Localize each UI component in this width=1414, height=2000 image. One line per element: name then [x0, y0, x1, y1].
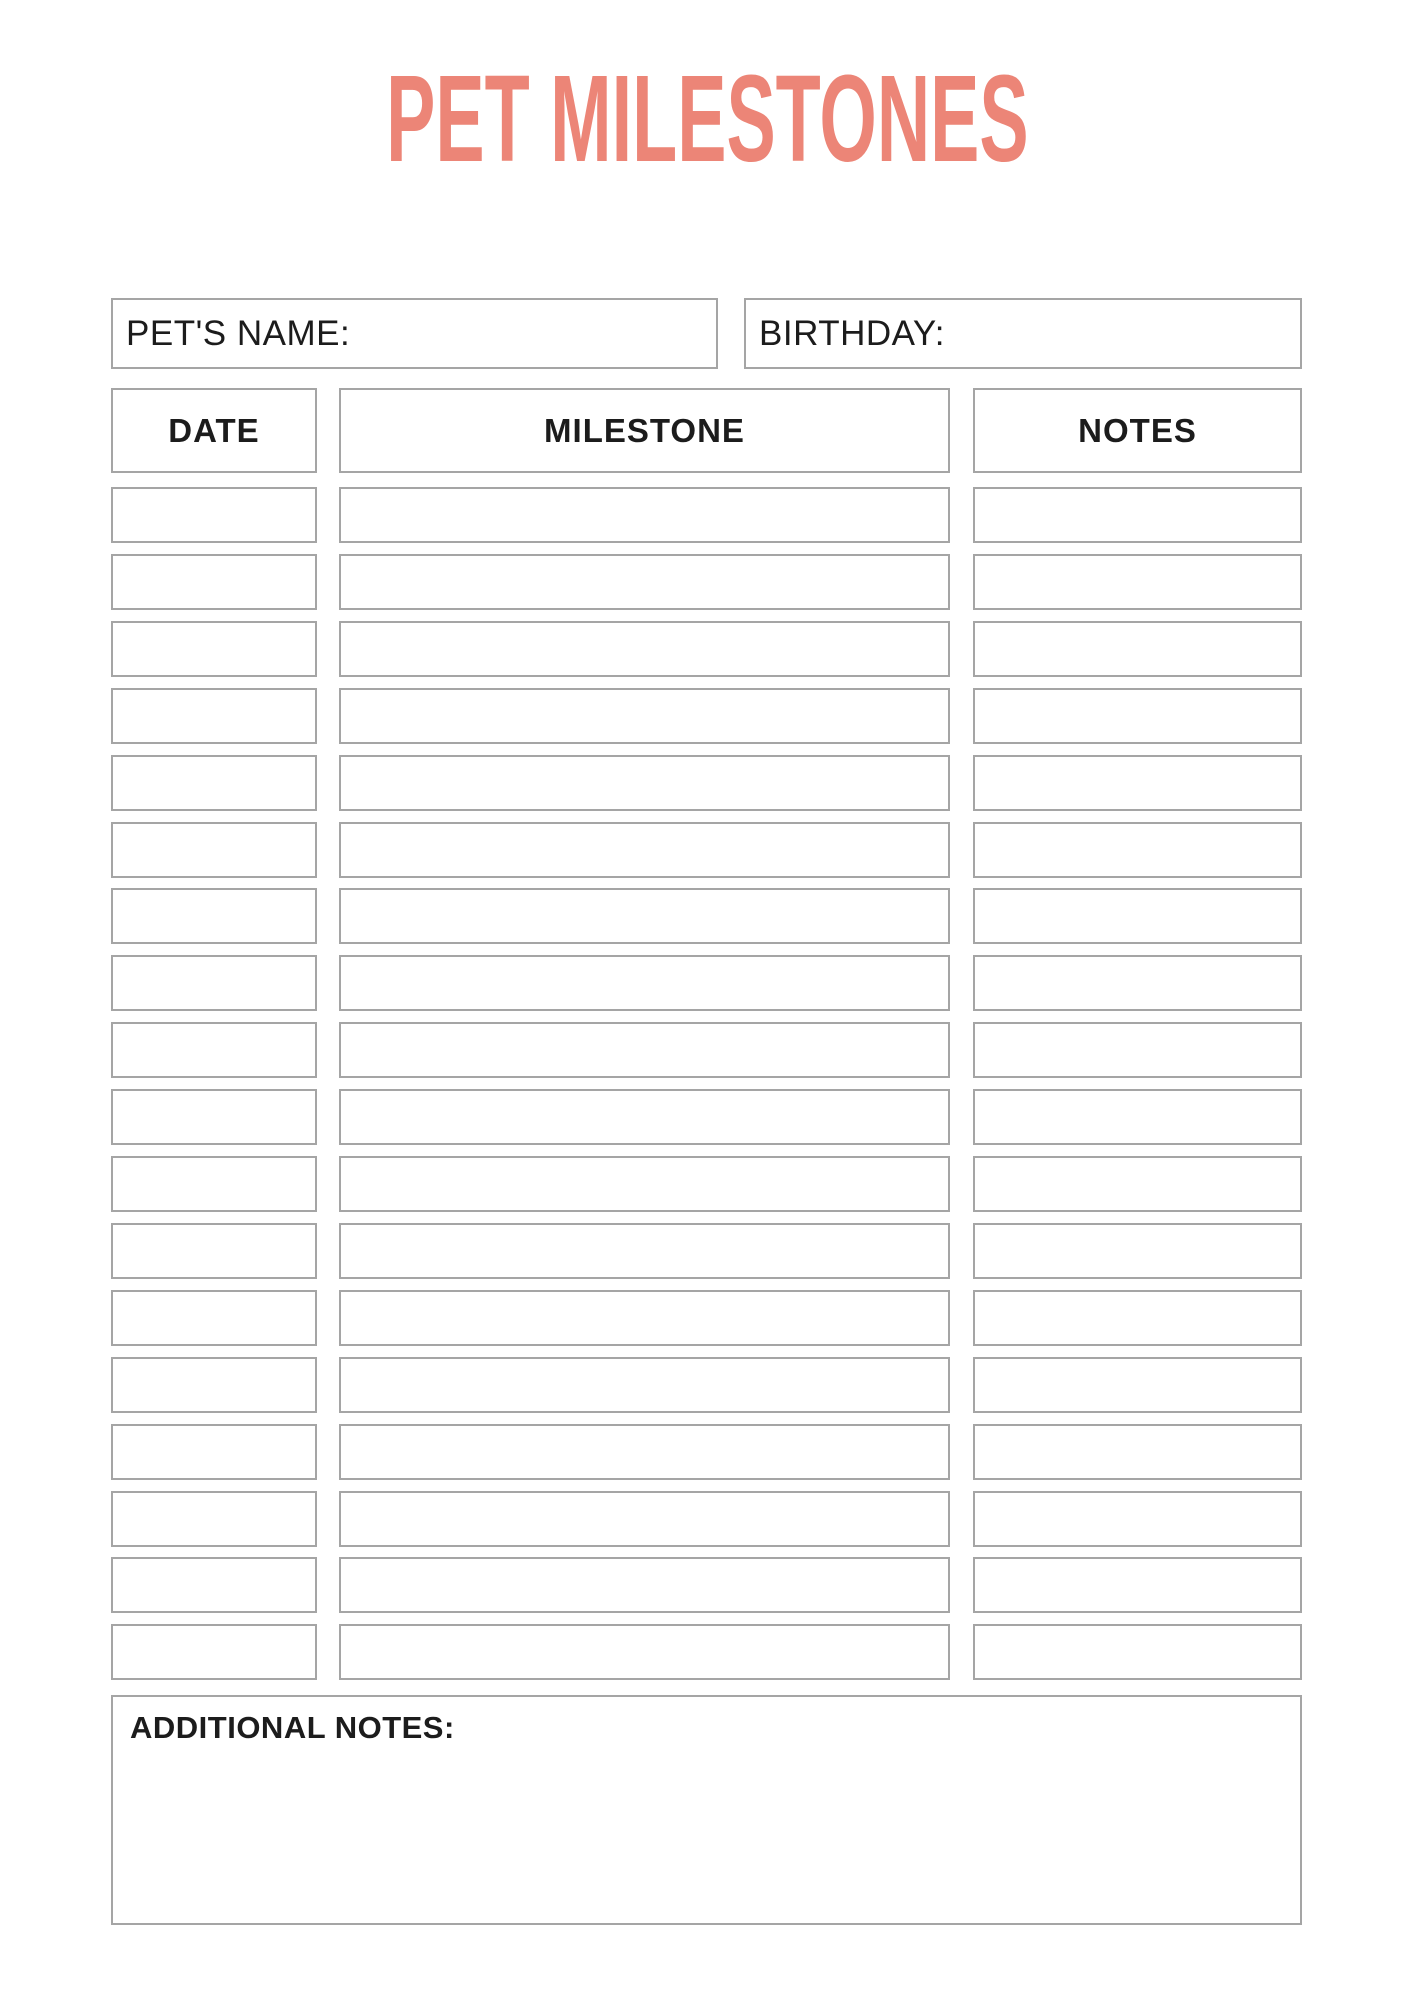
table-cell-milestone-row-9[interactable] — [339, 1022, 950, 1078]
table-cell-notes-row-18[interactable] — [973, 1624, 1302, 1680]
table-header-date — [111, 388, 317, 473]
table-cell-date-row-16[interactable] — [111, 1491, 317, 1547]
table-cell-notes-row-9[interactable] — [973, 1022, 1302, 1078]
table-cell-milestone-row-6[interactable] — [339, 822, 950, 878]
table-cell-notes-row-3[interactable] — [973, 621, 1302, 677]
table-cell-date-row-11[interactable] — [111, 1156, 317, 1212]
table-cell-milestone-row-13[interactable] — [339, 1290, 950, 1346]
table-cell-date-row-3[interactable] — [111, 621, 317, 677]
table-cell-notes-row-7[interactable] — [973, 888, 1302, 944]
table-cell-date-row-14[interactable] — [111, 1357, 317, 1413]
table-cell-date-row-1[interactable] — [111, 487, 317, 543]
table-cell-milestone-row-15[interactable] — [339, 1424, 950, 1480]
table-header-notes-label: NOTES — [1078, 411, 1197, 449]
table-header-notes — [973, 388, 1302, 473]
table-cell-date-row-8[interactable] — [111, 955, 317, 1011]
table-cell-milestone-row-4[interactable] — [339, 688, 950, 744]
table-cell-milestone-row-17[interactable] — [339, 1557, 950, 1613]
table-cell-date-row-5[interactable] — [111, 755, 317, 811]
table-cell-notes-row-16[interactable] — [973, 1491, 1302, 1547]
additional-notes-field[interactable] — [111, 1695, 1302, 1925]
table-cell-notes-row-14[interactable] — [973, 1357, 1302, 1413]
table-cell-milestone-row-8[interactable] — [339, 955, 950, 1011]
table-cell-date-row-4[interactable] — [111, 688, 317, 744]
table-cell-date-row-2[interactable] — [111, 554, 317, 610]
table-cell-notes-row-8[interactable] — [973, 955, 1302, 1011]
table-cell-date-row-17[interactable] — [111, 1557, 317, 1613]
table-cell-date-row-12[interactable] — [111, 1223, 317, 1279]
table-cell-notes-row-4[interactable] — [973, 688, 1302, 744]
table-cell-notes-row-11[interactable] — [973, 1156, 1302, 1212]
table-cell-date-row-15[interactable] — [111, 1424, 317, 1480]
table-cell-date-row-10[interactable] — [111, 1089, 317, 1145]
table-cell-notes-row-2[interactable] — [973, 554, 1302, 610]
table-cell-notes-row-6[interactable] — [973, 822, 1302, 878]
table-cell-notes-row-15[interactable] — [973, 1424, 1302, 1480]
pet-name-label: PET'S NAME: — [126, 313, 351, 353]
table-cell-milestone-row-1[interactable] — [339, 487, 950, 543]
table-cell-notes-row-17[interactable] — [973, 1557, 1302, 1613]
additional-notes-label: ADDITIONAL NOTES: — [130, 1710, 455, 1745]
pet-name-field[interactable] — [111, 298, 718, 369]
page-title — [0, 51, 1414, 188]
table-cell-milestone-row-7[interactable] — [339, 888, 950, 944]
table-cell-date-row-9[interactable] — [111, 1022, 317, 1078]
birthday-label: BIRTHDAY: — [759, 313, 946, 353]
table-cell-milestone-row-18[interactable] — [339, 1624, 950, 1680]
table-cell-milestone-row-16[interactable] — [339, 1491, 950, 1547]
table-cell-milestone-row-3[interactable] — [339, 621, 950, 677]
table-cell-milestone-row-5[interactable] — [339, 755, 950, 811]
table-cell-milestone-row-2[interactable] — [339, 554, 950, 610]
table-cell-date-row-6[interactable] — [111, 822, 317, 878]
table-header-date-label: DATE — [168, 411, 260, 449]
table-cell-notes-row-10[interactable] — [973, 1089, 1302, 1145]
birthday-field[interactable] — [744, 298, 1302, 369]
table-cell-notes-row-13[interactable] — [973, 1290, 1302, 1346]
table-cell-milestone-row-14[interactable] — [339, 1357, 950, 1413]
page-title-text: PET MILESTONES — [385, 51, 1029, 188]
table-header-milestone — [339, 388, 950, 473]
table-cell-notes-row-12[interactable] — [973, 1223, 1302, 1279]
table-cell-date-row-13[interactable] — [111, 1290, 317, 1346]
table-cell-milestone-row-11[interactable] — [339, 1156, 950, 1212]
table-cell-milestone-row-12[interactable] — [339, 1223, 950, 1279]
table-cell-notes-row-1[interactable] — [973, 487, 1302, 543]
table-cell-date-row-18[interactable] — [111, 1624, 317, 1680]
table-cell-milestone-row-10[interactable] — [339, 1089, 950, 1145]
table-cell-notes-row-5[interactable] — [973, 755, 1302, 811]
table-cell-date-row-7[interactable] — [111, 888, 317, 944]
table-header-milestone-label: MILESTONE — [544, 411, 745, 449]
